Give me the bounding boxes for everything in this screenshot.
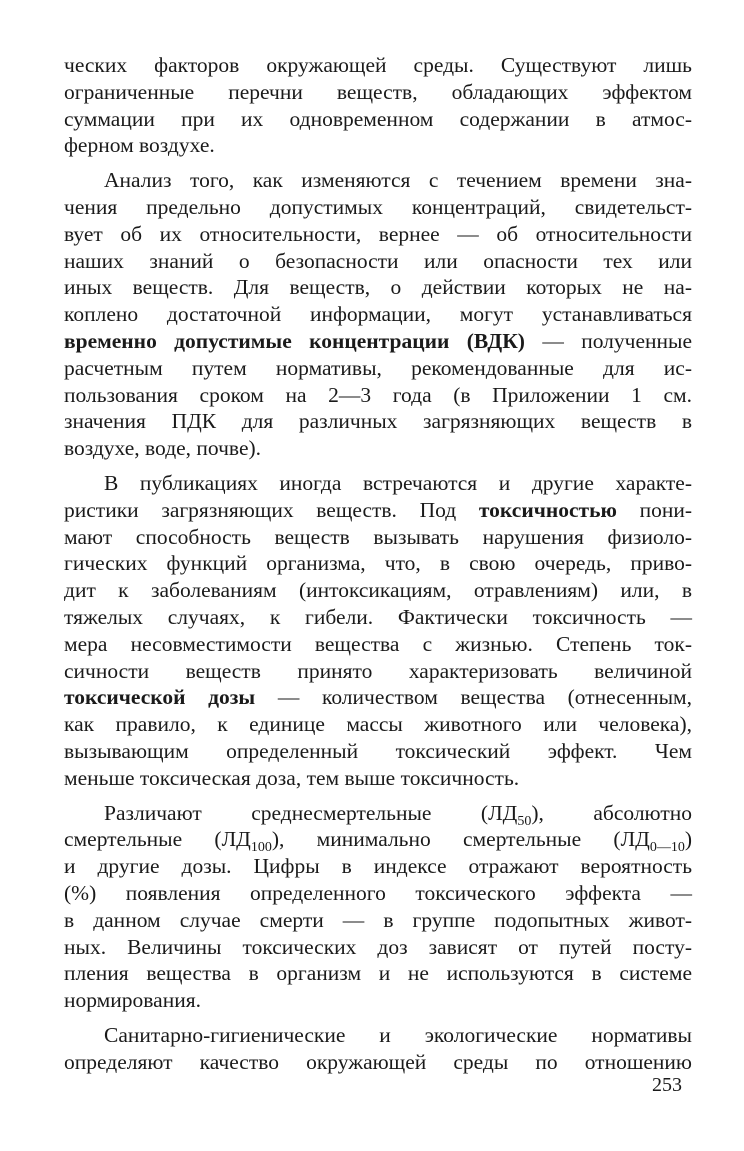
text-line: ческих факторов окружающей среды. Существуют лишь [64, 53, 692, 77]
text-line: расчетным путем нормативы, рекомендованные для ис- [64, 355, 692, 380]
bold-term-vdk: временно допустимые концентрации (ВДК) [64, 328, 525, 353]
bold-term-toxicity: токсичностью [478, 497, 617, 522]
text-line: мера несовместимости вещества с жизнью. Степень ток- [64, 631, 692, 656]
text-line [64, 497, 692, 524]
bold-term-toxic-dose: токсической дозы [64, 685, 256, 710]
text-line: Анализ того, как изменяются с течением времени зна- [104, 168, 692, 193]
text-line [64, 684, 692, 711]
subscript: 50 [517, 813, 532, 829]
text-line: как правило, к единице массы животного или человека), [64, 712, 692, 737]
text-fragment: ристики загрязняющих веществ. Под [64, 497, 457, 522]
text-line: мают способность веществ вызывать нарушения физиоло- [64, 524, 692, 549]
text-line: пользования сроком на 2—3 года (в Приложении 1 см. [64, 382, 692, 407]
text-line: значения ПДК для различных загрязняющих веществ в [64, 409, 692, 434]
text-line [64, 800, 692, 827]
text-fragment: — количеством вещества (отнесенным, [277, 685, 693, 710]
text-line: ограниченные перечни веществ, обладающих эффектом [64, 79, 692, 104]
text-line: (%) появления определенного токсического эффекта — [64, 880, 692, 905]
subscript: 100 [250, 840, 272, 856]
text-fragment: смертельные (ЛД [64, 827, 251, 852]
text-line: дит к заболеваниям (интоксикациям, отравлениям) или, в [64, 578, 692, 603]
page-text [64, 52, 692, 1075]
text-line: тяжелых случаях, к гибели. Фактически токсичность — [64, 604, 692, 629]
text-line: ных. Величины токсических доз зависят от путей посту- [64, 934, 692, 959]
text-line [64, 328, 692, 355]
paragraph-5 [64, 1022, 692, 1076]
text-line [64, 826, 692, 856]
text-line: и другие дозы. Цифры в индексе отражают вероятность [64, 854, 692, 879]
text-line: ферном воздухе. [64, 133, 215, 158]
text-fragment: пони- [639, 497, 693, 522]
paragraph-2 [64, 167, 692, 462]
text-fragment: ), минимально смертельные (ЛД [271, 827, 650, 852]
text-line: сичности веществ принято характеризовать величиной [64, 658, 692, 683]
paragraph-4 [64, 800, 692, 1014]
text-line: чения предельно допустимых концентраций, свидетельст- [64, 194, 692, 219]
text-line: вует об их относительности, вернее — об относительности [64, 221, 692, 246]
text-line: наших знаний о безопасности или опасности тех или [64, 248, 692, 273]
text-line: воздухе, воде, почве). [64, 436, 262, 461]
text-line: суммации при их одновременном содержании в атмос- [64, 106, 692, 131]
text-line: гических функций организма, что, в свою очередь, приво- [64, 551, 692, 576]
text-fragment: ), абсолютно [531, 800, 692, 825]
text-line: нормирования. [64, 988, 201, 1013]
paragraph-3 [64, 470, 692, 792]
text-fragment: ) [684, 827, 692, 852]
page-number: 253 [652, 1074, 682, 1096]
subscript: 0—10 [649, 840, 685, 856]
text-fragment: Различают среднесмертельные (ЛД [104, 800, 518, 825]
text-line: в данном случае смерти — в группе подопытных живот- [64, 907, 692, 932]
text-line: Санитарно-гигиенические и экологические нормативы [104, 1022, 692, 1047]
text-fragment: — полученные [542, 328, 693, 353]
text-line: пления вещества в организм и не используются в системе [64, 961, 692, 986]
paragraph-1 [64, 52, 692, 159]
text-line: вызывающим определенный токсический эффект. Чем [64, 738, 692, 763]
text-line: В публикациях иногда встречаются и другие характе- [104, 470, 692, 495]
text-line: определяют качество окружающей среды по отношению [64, 1049, 692, 1074]
text-line: меньше токсическая доза, тем выше токсичность. [64, 765, 520, 790]
text-line: иных веществ. Для веществ, о действии которых не на- [64, 275, 692, 300]
text-line: коплено достаточной информации, могут устанавливаться [64, 302, 692, 327]
